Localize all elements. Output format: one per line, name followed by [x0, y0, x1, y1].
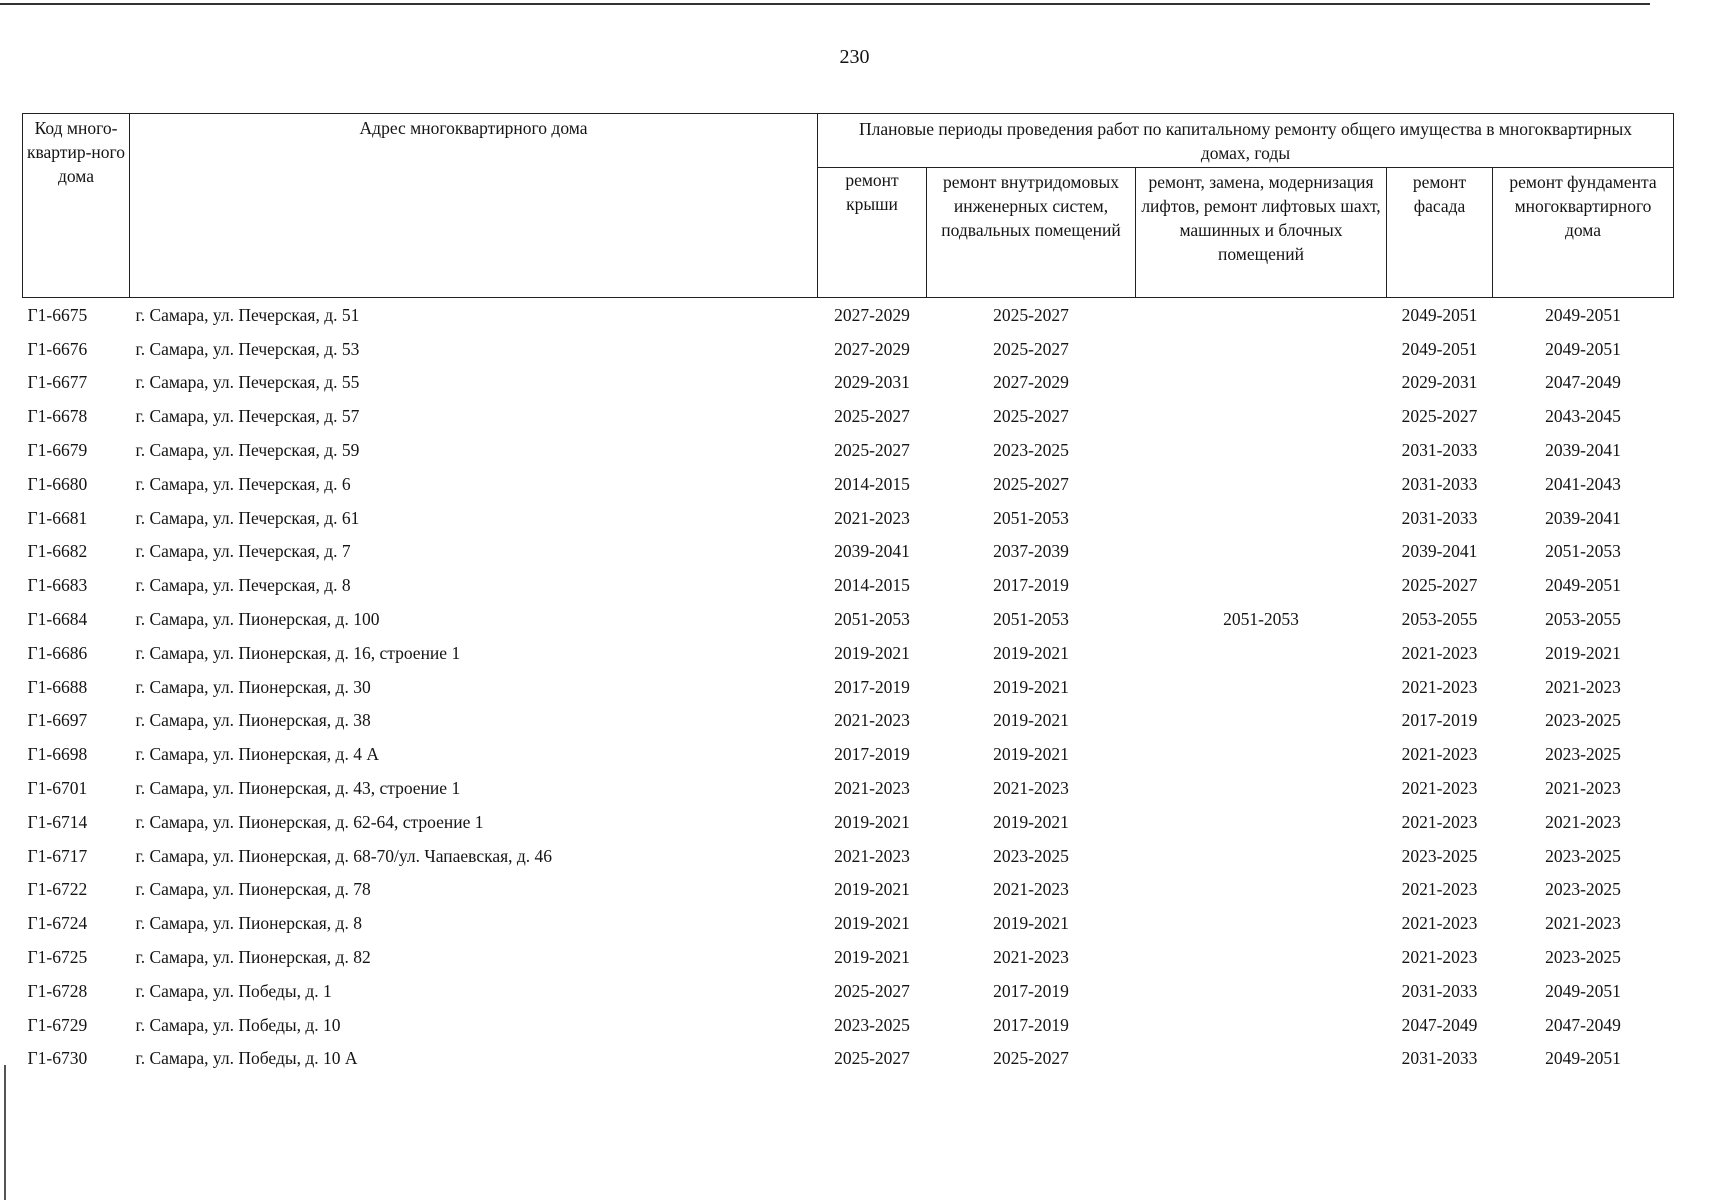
table-row [23, 906, 1674, 940]
cell-foundation: 2021-2023 [1545, 676, 1621, 697]
table-header [23, 114, 1674, 298]
header-code: Код много-квартир-ного дома [23, 114, 130, 298]
cell-foundation: 2051-2053 [1545, 541, 1621, 562]
cell-systems: 2025-2027 [993, 1048, 1069, 1069]
table-row [23, 535, 1674, 569]
cell-foundation: 2021-2023 [1545, 913, 1621, 934]
cell-foundation: 2049-2051 [1545, 980, 1621, 1001]
cell-address: г. Самара, ул. Печерская, д. 55 [135, 372, 360, 393]
table-row [23, 636, 1674, 670]
cell-facade: 2049-2051 [1401, 304, 1478, 325]
table-row [23, 873, 1674, 907]
cell-address: г. Самара, ул. Пионерская, д. 100 [135, 609, 380, 630]
cell-foundation: 2041-2043 [1545, 473, 1621, 494]
table-row [23, 298, 1674, 332]
cell-systems: 2027-2029 [993, 372, 1069, 393]
cell-code: Г1-6683 [27, 575, 88, 596]
cell-roof: 2021-2023 [834, 845, 910, 866]
table-row [23, 332, 1674, 366]
cell-elevators [1136, 501, 1387, 535]
cell-code: Г1-6697 [27, 710, 88, 731]
cell-systems: 2037-2039 [993, 541, 1069, 562]
cell-address: г. Самара, ул. Печерская, д. 7 [135, 541, 351, 562]
cell-code: Г1-6701 [27, 778, 88, 799]
cell-foundation: 2023-2025 [1545, 710, 1621, 731]
cell-elevators [1136, 839, 1387, 873]
cell-systems: 2023-2025 [993, 440, 1069, 461]
cell-roof: 2027-2029 [834, 304, 910, 325]
cell-roof: 2019-2021 [834, 811, 910, 832]
cell-foundation: 2023-2025 [1545, 744, 1621, 765]
cell-code: Г1-6682 [27, 541, 88, 562]
cell-elevators [1136, 805, 1387, 839]
table-row [23, 1042, 1674, 1076]
cell-roof: 2027-2029 [834, 338, 910, 359]
cell-foundation: 2039-2041 [1545, 507, 1621, 528]
cell-code: Г1-6730 [27, 1048, 88, 1069]
cell-elevators [1136, 873, 1387, 907]
cell-code: Г1-6728 [27, 980, 88, 1001]
cell-address: г. Самара, ул. Пионерская, д. 38 [135, 710, 371, 731]
cell-foundation: 2049-2051 [1545, 1048, 1621, 1069]
cell-facade: 2021-2023 [1401, 642, 1478, 663]
cell-elevators [1136, 940, 1387, 974]
cell-code: Г1-6675 [27, 304, 88, 325]
cell-elevators: 2051-2053 [1223, 609, 1299, 630]
cell-foundation: 2047-2049 [1545, 1014, 1621, 1035]
page-number: 230 [839, 46, 870, 68]
cell-code: Г1-6688 [27, 676, 88, 697]
cell-address: г. Самара, ул. Пионерская, д. 16, строение 1 [135, 642, 461, 663]
cell-systems: 2025-2027 [993, 406, 1069, 427]
table-row [23, 1008, 1674, 1042]
cell-systems: 2017-2019 [993, 980, 1069, 1001]
cell-facade: 2031-2033 [1401, 1048, 1478, 1069]
table-body [23, 298, 1674, 1076]
cell-facade: 2021-2023 [1401, 778, 1478, 799]
cell-foundation: 2053-2055 [1545, 609, 1621, 630]
cell-address: г. Самара, ул. Печерская, д. 59 [135, 440, 360, 461]
cell-roof: 2019-2021 [834, 913, 910, 934]
cell-code: Г1-6678 [27, 406, 88, 427]
cell-foundation: 2023-2025 [1545, 947, 1621, 968]
cell-foundation: 2019-2021 [1545, 642, 1621, 663]
table-row [23, 940, 1674, 974]
cell-code: Г1-6724 [27, 913, 88, 934]
cell-elevators [1136, 1008, 1387, 1042]
table-row [23, 670, 1674, 704]
cell-address: г. Самара, ул. Победы, д. 10 А [135, 1048, 358, 1069]
table-row [23, 805, 1674, 839]
cell-address: г. Самара, ул. Пионерская, д. 68-70/ул. Чапаевская, д. 46 [135, 845, 553, 866]
cell-roof: 2051-2053 [834, 609, 910, 630]
cell-facade: 2025-2027 [1401, 575, 1478, 596]
table-row [23, 366, 1674, 400]
cell-address: г. Самара, ул. Печерская, д. 8 [135, 575, 351, 596]
table-row [23, 433, 1674, 467]
cell-elevators [1136, 906, 1387, 940]
cell-roof: 2014-2015 [834, 575, 910, 596]
cell-address: г. Самара, ул. Печерская, д. 53 [135, 338, 360, 359]
cell-roof: 2039-2041 [834, 541, 910, 562]
cell-facade: 2031-2033 [1401, 440, 1478, 461]
cell-systems: 2019-2021 [993, 811, 1069, 832]
header-systems: ремонт внутридомовых инженерных систем, подвальных помещений [927, 168, 1136, 298]
cell-address: г. Самара, ул. Победы, д. 1 [135, 980, 332, 1001]
cell-elevators [1136, 737, 1387, 771]
cell-facade: 2039-2041 [1401, 541, 1478, 562]
cell-roof: 2017-2019 [834, 676, 910, 697]
cell-foundation: 2023-2025 [1545, 879, 1621, 900]
cell-code: Г1-6722 [27, 879, 88, 900]
cell-facade: 2021-2023 [1401, 676, 1478, 697]
table-row [23, 771, 1674, 805]
cell-systems: 2021-2023 [993, 879, 1069, 900]
cell-systems: 2017-2019 [993, 1014, 1069, 1035]
cell-code: Г1-6677 [27, 372, 88, 393]
cell-roof: 2025-2027 [834, 980, 910, 1001]
cell-facade: 2049-2051 [1401, 338, 1478, 359]
table-row [23, 737, 1674, 771]
cell-facade: 2021-2023 [1401, 811, 1478, 832]
cell-facade: 2023-2025 [1401, 845, 1478, 866]
cell-foundation: 2023-2025 [1545, 845, 1621, 866]
cell-elevators [1136, 670, 1387, 704]
cell-elevators [1136, 974, 1387, 1008]
capital-repair-table [22, 113, 1674, 1075]
cell-code: Г1-6681 [27, 507, 88, 528]
cell-roof: 2014-2015 [834, 473, 910, 494]
cell-elevators [1136, 1042, 1387, 1076]
cell-code: Г1-6676 [27, 338, 88, 359]
cell-facade: 2017-2019 [1401, 710, 1478, 731]
cell-foundation: 2039-2041 [1545, 440, 1621, 461]
cell-systems: 2051-2053 [993, 507, 1069, 528]
cell-roof: 2021-2023 [834, 710, 910, 731]
cell-roof: 2019-2021 [834, 879, 910, 900]
cell-facade: 2021-2023 [1401, 744, 1478, 765]
cell-elevators [1136, 467, 1387, 501]
cell-facade: 2053-2055 [1401, 609, 1478, 630]
cell-elevators [1136, 366, 1387, 400]
cell-address: г. Самара, ул. Пионерская, д. 78 [135, 879, 371, 900]
cell-facade: 2047-2049 [1401, 1014, 1478, 1035]
cell-address: г. Самара, ул. Печерская, д. 6 [135, 473, 351, 494]
cell-roof: 2017-2019 [834, 744, 910, 765]
cell-foundation: 2047-2049 [1545, 372, 1621, 393]
cell-roof: 2029-2031 [834, 372, 910, 393]
table-row [23, 602, 1674, 636]
cell-code: Г1-6684 [27, 609, 88, 630]
left-margin-rule [4, 1065, 6, 1200]
cell-roof: 2023-2025 [834, 1014, 910, 1035]
table-row [23, 501, 1674, 535]
cell-roof: 2025-2027 [834, 406, 910, 427]
header-roof: ремонт крыши [818, 168, 927, 298]
cell-facade: 2021-2023 [1401, 947, 1478, 968]
cell-systems: 2019-2021 [993, 744, 1069, 765]
cell-systems: 2019-2021 [993, 710, 1069, 731]
cell-address: г. Самара, ул. Пионерская, д. 43, строение 1 [135, 778, 461, 799]
table-row [23, 839, 1674, 873]
table-row [23, 467, 1674, 501]
cell-elevators [1136, 535, 1387, 569]
header-address: Адрес многоквартирного дома [130, 114, 818, 298]
cell-elevators [1136, 704, 1387, 738]
cell-elevators [1136, 399, 1387, 433]
cell-foundation: 2049-2051 [1545, 575, 1621, 596]
cell-systems: 2021-2023 [993, 778, 1069, 799]
cell-foundation: 2021-2023 [1545, 811, 1621, 832]
table-row [23, 568, 1674, 602]
cell-systems: 2025-2027 [993, 473, 1069, 494]
cell-facade: 2031-2033 [1401, 507, 1478, 528]
cell-code: Г1-6725 [27, 947, 88, 968]
cell-code: Г1-6680 [27, 473, 88, 494]
cell-roof: 2025-2027 [834, 1048, 910, 1069]
table-row [23, 399, 1674, 433]
cell-foundation: 2043-2045 [1545, 406, 1621, 427]
cell-foundation: 2049-2051 [1545, 304, 1621, 325]
cell-elevators [1136, 568, 1387, 602]
top-rule [0, 3, 1650, 5]
cell-elevators [1136, 433, 1387, 467]
cell-code: Г1-6717 [27, 845, 88, 866]
cell-roof: 2021-2023 [834, 778, 910, 799]
cell-address: г. Самара, ул. Печерская, д. 51 [135, 304, 360, 325]
table-row [23, 704, 1674, 738]
cell-address: г. Самара, ул. Пионерская, д. 4 А [135, 744, 379, 765]
cell-address: г. Самара, ул. Пионерская, д. 82 [135, 947, 371, 968]
cell-roof: 2019-2021 [834, 642, 910, 663]
cell-facade: 2031-2033 [1401, 473, 1478, 494]
header-facade: ремонт фасада [1387, 168, 1493, 298]
cell-roof: 2021-2023 [834, 507, 910, 528]
cell-address: г. Самара, ул. Пионерская, д. 62-64, строение 1 [135, 811, 484, 832]
cell-systems: 2021-2023 [993, 947, 1069, 968]
cell-facade: 2025-2027 [1401, 406, 1478, 427]
cell-systems: 2051-2053 [993, 609, 1069, 630]
cell-foundation: 2021-2023 [1545, 778, 1621, 799]
cell-foundation: 2049-2051 [1545, 338, 1621, 359]
cell-address: г. Самара, ул. Печерская, д. 57 [135, 406, 360, 427]
cell-systems: 2019-2021 [993, 676, 1069, 697]
cell-elevators [1136, 332, 1387, 366]
cell-systems: 2017-2019 [993, 575, 1069, 596]
cell-facade: 2021-2023 [1401, 879, 1478, 900]
cell-systems: 2019-2021 [993, 913, 1069, 934]
cell-systems: 2025-2027 [993, 338, 1069, 359]
cell-address: г. Самара, ул. Пионерская, д. 8 [135, 913, 362, 934]
cell-code: Г1-6714 [27, 811, 88, 832]
cell-facade: 2031-2033 [1401, 980, 1478, 1001]
cell-elevators [1136, 298, 1387, 332]
cell-roof: 2019-2021 [834, 947, 910, 968]
cell-address: г. Самара, ул. Пионерская, д. 30 [135, 676, 371, 697]
cell-facade: 2021-2023 [1401, 913, 1478, 934]
cell-systems: 2023-2025 [993, 845, 1069, 866]
header-periods: Плановые периоды проведения работ по капитальному ремонту общего имущества в многоквартирных домах, годы [818, 114, 1674, 168]
cell-code: Г1-6679 [27, 440, 88, 461]
header-elevators: ремонт, замена, модернизация лифтов, ремонт лифтовых шахт, машинных и блочных помещений [1136, 168, 1387, 298]
cell-roof: 2025-2027 [834, 440, 910, 461]
table-row [23, 974, 1674, 1008]
cell-code: Г1-6729 [27, 1014, 88, 1035]
cell-facade: 2029-2031 [1401, 372, 1478, 393]
cell-systems: 2025-2027 [993, 304, 1069, 325]
header-foundation: ремонт фундамента многоквартирного дома [1493, 168, 1674, 298]
cell-elevators [1136, 771, 1387, 805]
cell-address: г. Самара, ул. Победы, д. 10 [135, 1014, 341, 1035]
cell-code: Г1-6686 [27, 642, 88, 663]
cell-address: г. Самара, ул. Печерская, д. 61 [135, 507, 360, 528]
cell-code: Г1-6698 [27, 744, 88, 765]
cell-systems: 2019-2021 [993, 642, 1069, 663]
cell-elevators [1136, 636, 1387, 670]
